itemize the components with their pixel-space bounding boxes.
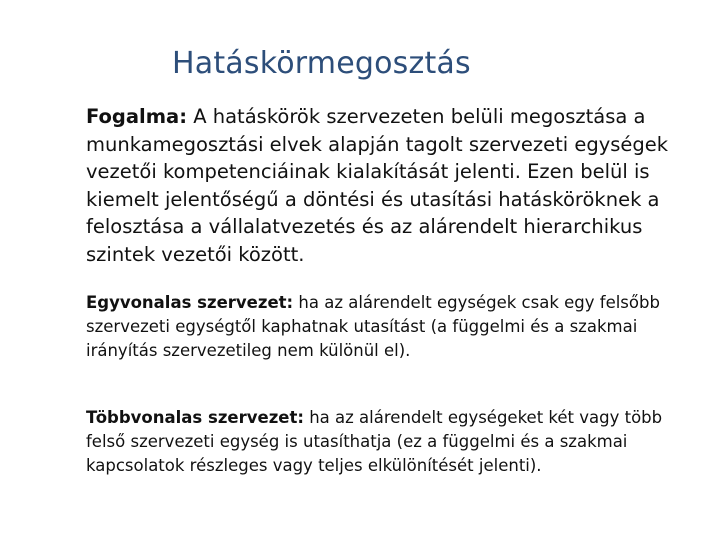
definition-term: Fogalma: bbox=[86, 105, 188, 128]
definition-text: A hatáskörök szervezeten belüli megosztása a munkamegosztási elvek alapján tagolt szervezeti egységek vezetői kompetenciáinak kialakítását jelenti. Ezen belül is kiemelt jelentőségű a döntési és utasítási hatásköröknek a felosztása a vállalatvezetés és az alárendelt hierarchikus szintek vezetői között. bbox=[86, 105, 669, 266]
single-line-term: Egyvonalas szervezet: bbox=[86, 293, 294, 312]
single-line-text: ha az alárendelt egységek csak egy felsőbb szervezeti egységtől kaphatnak utasítást (a függelmi és a szakmai irányítás szervezetileg nem különül el). bbox=[86, 293, 660, 360]
paragraph-single-line-organization bbox=[86, 291, 706, 363]
paragraph-definition bbox=[86, 103, 706, 268]
multi-line-term: Többvonalas szervezet: bbox=[86, 408, 304, 427]
paragraph-multi-line-organization bbox=[86, 406, 706, 478]
multi-line-text: ha az alárendelt egységeket két vagy több felső szervezeti egység is utasíthatja (ez a függelmi és a szakmai kapcsolatok részleges vagy teljes elkülönítését jelenti). bbox=[86, 408, 663, 475]
slide-title: Hatáskörmegosztás bbox=[172, 46, 471, 81]
